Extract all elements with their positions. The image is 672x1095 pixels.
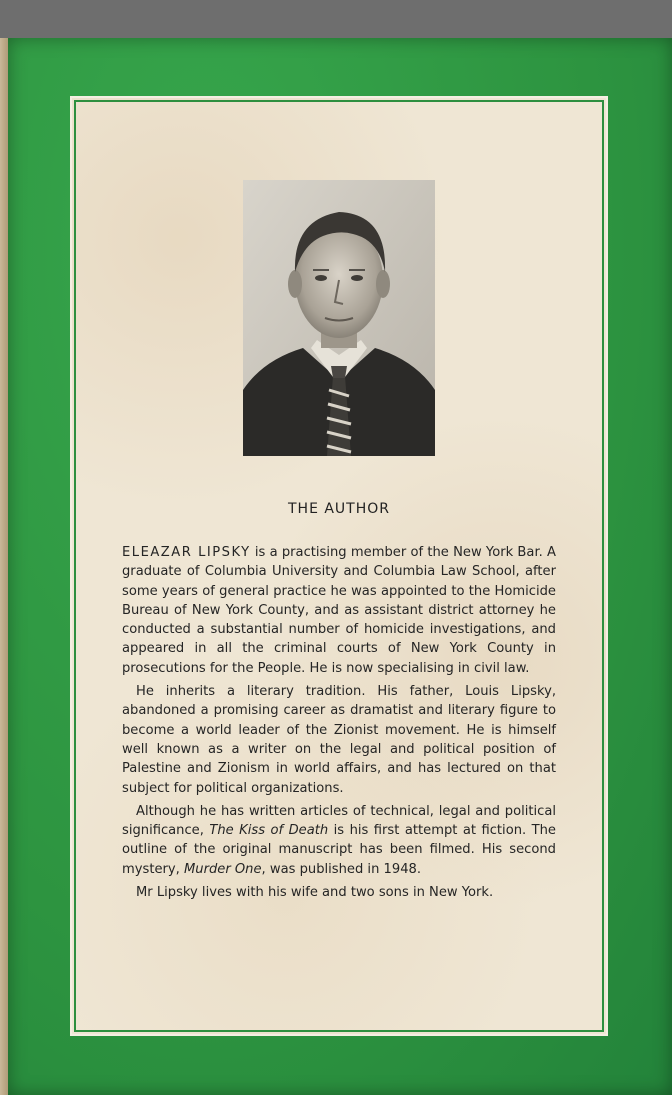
book-title-kiss-of-death: The Kiss of Death xyxy=(209,823,329,839)
bio-paragraph-3-text-b: is his first attempt at fiction. The outline of the original manuscript has been filmed. His second mystery, xyxy=(122,823,556,877)
author-portrait-photo xyxy=(243,180,435,456)
portrait-illustration xyxy=(243,180,435,456)
bio-paragraph-1 xyxy=(122,543,556,678)
bio-paragraph-3-text-a: Although he has written articles of technical, legal and political significance, xyxy=(122,803,556,839)
bio-paragraph-4: Mr Lipsky lives with his wife and two sons in New York. xyxy=(136,885,494,901)
book-title-murder-one: Murder One xyxy=(183,861,262,877)
bio-paragraph-2: He inherits a literary tradition. His father, Louis Lipsky, abandoned a promising career as dramatist and literary figure to become a world leader of the Zionist movement. He is himself well known as a writer on the legal and political position of Palestine and Zionism in world affairs, and has lectured on that subject for political organizations. xyxy=(122,684,556,796)
author-biography xyxy=(122,543,556,902)
bio-paragraph-1-text: is a practising member of the New York Bar. A graduate of Columbia University and Columbia Law School, after some years of general practice he was appointed to the Homicide Bureau of New York County, and as assistant district attorney he conducted a substantial number of homicide investigations, and appeared in all the criminal courts of New York County in prosecutions for the People. He is now specialising in civil law. xyxy=(122,545,557,676)
bio-paragraph-3-text-c: , was published in 1948. xyxy=(261,861,422,877)
bio-paragraph-3 xyxy=(122,802,556,879)
author-panel xyxy=(70,96,608,1036)
author-name: ELEAZAR LIPSKY xyxy=(122,545,251,560)
section-heading: THE AUTHOR xyxy=(287,501,391,517)
